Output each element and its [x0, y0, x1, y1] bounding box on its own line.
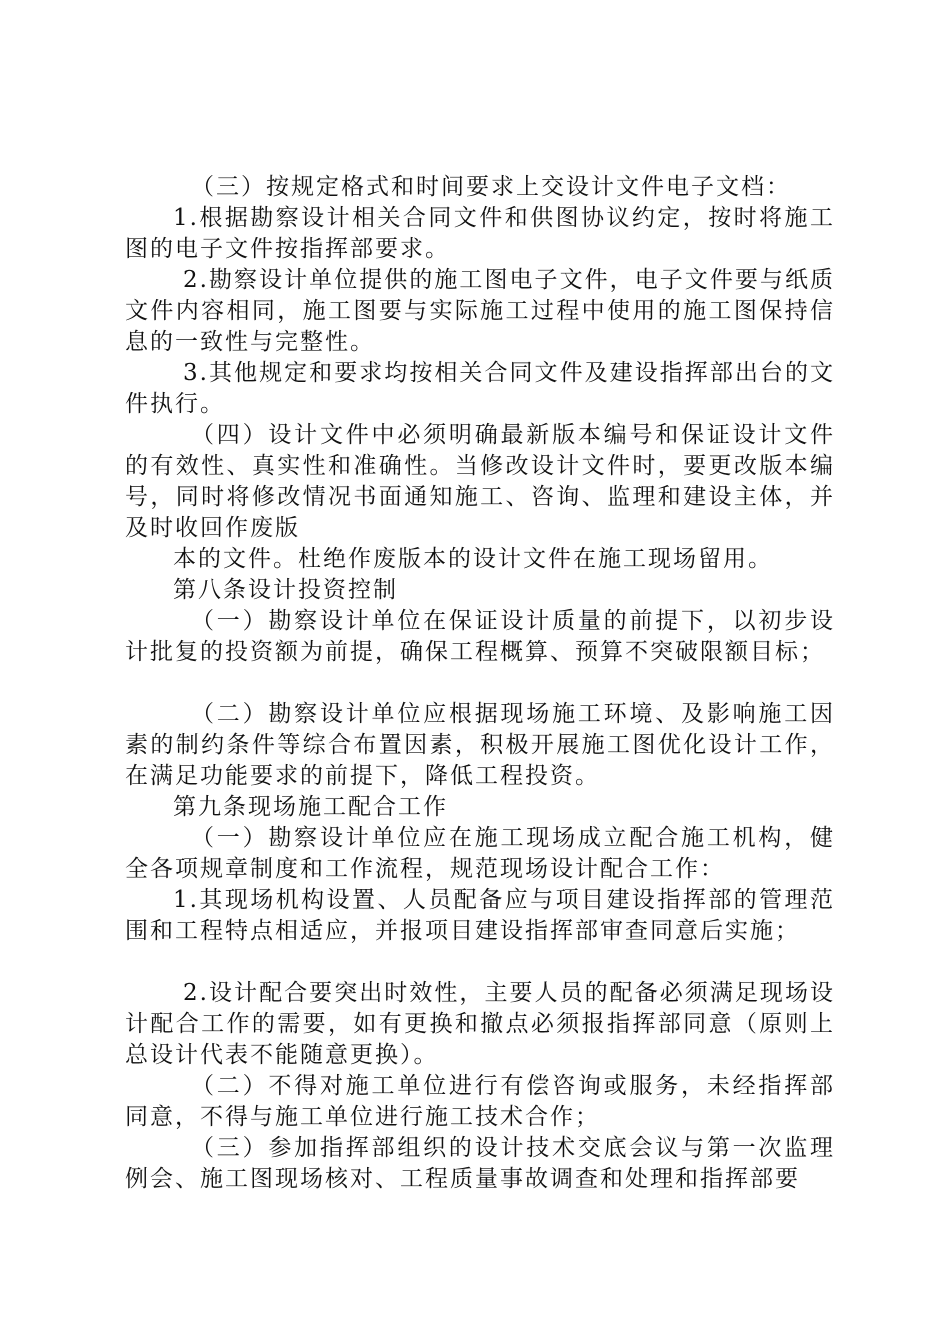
paragraph-article-9-item-3: （三）参加指挥部组织的设计技术交底会议与第一次监理例会、施工图现场核对、工程质量事故调查和处理和指挥部要 — [125, 1135, 835, 1192]
paragraph-section-3-heading: （三）按规定格式和时间要求上交设计文件电子文档： — [191, 174, 791, 200]
paragraph-article-8-item-1: （一）勘察设计单位在保证设计质量的前提下，以初步设计批复的投资额为前提，确保工程概算、预算不突破限额目标； — [125, 608, 835, 665]
blank-line — [125, 947, 835, 978]
paragraph-article-9-item-2: （二）不得对施工单位进行有偿咨询或服务，未经指挥部同意，不得与施工单位进行施工技术合作； — [125, 1073, 835, 1130]
paragraph-item-2: 2.勘察设计单位提供的施工图电子文件，电子文件要与纸质文件内容相同，施工图要与实际施工过程中使用的施工图保持信息的一致性与完整性。 — [125, 267, 835, 355]
paragraph-article-9-sub-1: 1.其现场机构设置、人员配备应与项目建设指挥部的管理范围和工程特点相适应，并报项目建设指挥部审查同意后实施； — [125, 887, 835, 944]
article-9-heading: 第九条现场施工配合工作 — [173, 794, 448, 820]
paragraph-section-4: （四）设计文件中必须明确最新版本编号和保证设计文件的有效性、真实性和准确性。当修改设计文件时，要更改版本编号，同时将修改情况书面通知施工、咨询、监理和建设主体，并及时收回作废版 — [125, 422, 835, 541]
paragraph-section-4-continued: 本的文件。杜绝作废版本的设计文件在施工现场留用。 — [173, 546, 773, 572]
article-8-heading: 第八条设计投资控制 — [173, 577, 398, 603]
paragraph-item-3: 3.其他规定和要求均按相关合同文件及建设指挥部出台的文件执行。 — [125, 360, 835, 417]
blank-line — [125, 668, 835, 699]
paragraph-article-9-sub-2: 2.设计配合要突出时效性，主要人员的配备必须满足现场设计配合工作的需要，如有更换和撤点必须报指挥部同意（原则上总设计代表不能随意更换）。 — [125, 980, 835, 1068]
paragraph-article-8-item-2: （二）勘察设计单位应根据现场施工环境、及影响施工因素的制约条件等综合布置因素，积极开展施工图优化设计工作，在满足功能要求的前提下，降低工程投资。 — [125, 701, 835, 789]
document-body — [125, 172, 835, 1195]
paragraph-article-9-item-1: （一）勘察设计单位应在施工现场成立配合施工机构，健全各项规章制度和工作流程，规范现场设计配合工作： — [125, 825, 835, 882]
paragraph-item-1: 1.根据勘察设计相关合同文件和供图协议约定，按时将施工图的电子文件按指挥部要求。 — [125, 205, 835, 262]
